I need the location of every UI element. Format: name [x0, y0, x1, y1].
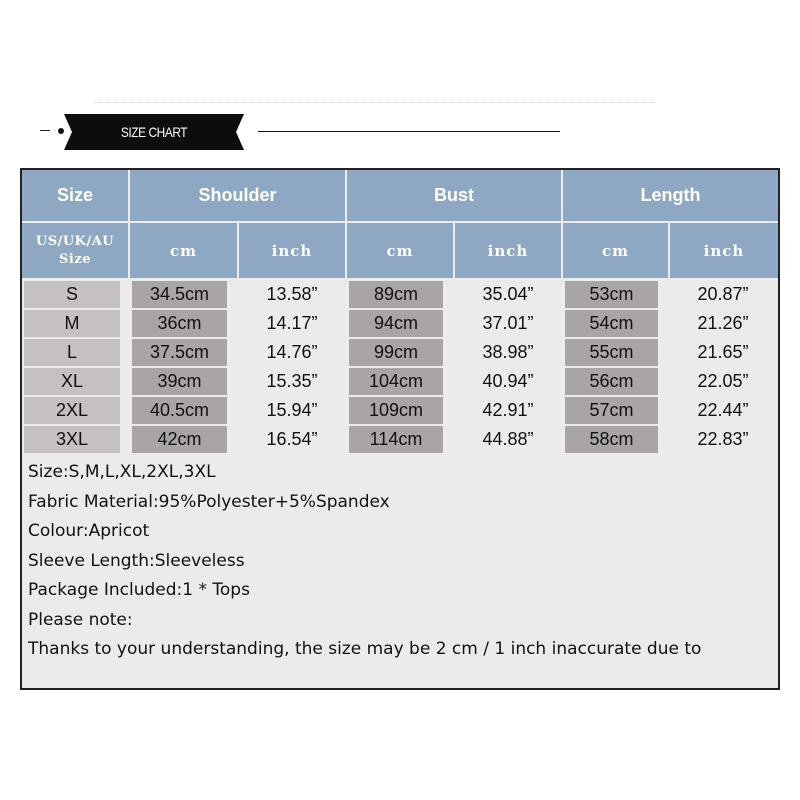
cell-length-inch: 22.05” — [697, 371, 749, 391]
cell-length-cm: 55cm — [565, 339, 658, 366]
header-shoulder: Shoulder — [130, 170, 345, 221]
cell-size: 3XL — [24, 426, 120, 453]
header-region-size — [22, 223, 128, 278]
cell-size: XL — [24, 368, 120, 395]
dotted-guide-line — [95, 102, 655, 103]
unit-header: cm — [563, 223, 668, 278]
cell-shoulder-cm: 36cm — [132, 310, 227, 337]
note-line: Colour:Apricot — [28, 521, 150, 541]
cell-shoulder-inch: 16.54” — [266, 429, 318, 449]
cell-bust-inch: 42.91” — [482, 400, 534, 420]
cell-size: M — [24, 310, 120, 337]
region-label: US/UK/AU — [35, 233, 115, 249]
header-length: Length — [563, 170, 778, 221]
cell-bust-cm: 114cm — [349, 426, 443, 453]
cell-length-cm: 53cm — [565, 281, 658, 308]
cell-shoulder-cm: 37.5cm — [132, 339, 227, 366]
unit-header: inch — [670, 223, 778, 278]
cell-length-cm: 56cm — [565, 368, 658, 395]
note-line: Fabric Material:95%Polyester+5%Spandex — [28, 491, 390, 512]
unit-header: cm — [130, 223, 237, 278]
note-line: Sleeve Length:Sleeveless — [28, 550, 245, 571]
cell-length-inch: 21.26” — [697, 313, 749, 333]
size-chart-panel — [20, 168, 780, 690]
banner-rule — [258, 131, 560, 132]
note-line: Package Included:1 * Tops — [28, 580, 250, 600]
cell-shoulder-inch: 14.76” — [266, 342, 318, 362]
cell-shoulder-inch: 15.94” — [266, 400, 318, 420]
cell-shoulder-cm: 39cm — [132, 368, 227, 395]
cell-size: 2XL — [24, 397, 120, 424]
cell-bust-inch: 44.88” — [482, 429, 534, 449]
cell-bust-inch: 38.98” — [482, 342, 534, 362]
unit-header: inch — [455, 223, 561, 278]
header-bust: Bust — [347, 170, 561, 221]
cell-shoulder-inch: 14.17” — [266, 313, 318, 333]
cell-shoulder-cm: 40.5cm — [132, 397, 227, 424]
note-line: Please note: — [28, 609, 133, 630]
cell-shoulder-cm: 42cm — [132, 426, 227, 453]
cell-size: L — [24, 339, 120, 366]
cell-length-cm: 58cm — [565, 426, 658, 453]
region-size-label: Size — [59, 251, 91, 267]
banner-title: SIZE CHART — [120, 124, 188, 140]
cell-shoulder-inch: 13.58” — [266, 284, 318, 304]
cell-length-inch: 21.65” — [697, 342, 749, 362]
cell-bust-cm: 99cm — [349, 339, 443, 366]
banner-dash — [40, 130, 50, 131]
cell-size: S — [24, 281, 120, 308]
cell-bust-inch: 37.01” — [482, 313, 534, 333]
note-line: Size:S,M,L,XL,2XL,3XL — [28, 462, 216, 482]
cell-bust-inch: 40.94” — [482, 371, 534, 391]
cell-length-inch: 20.87” — [697, 284, 749, 304]
cell-shoulder-inch: 15.35” — [266, 371, 318, 391]
cell-length-cm: 54cm — [565, 310, 658, 337]
cell-length-cm: 57cm — [565, 397, 658, 424]
product-notes — [28, 458, 768, 665]
header-size: Size — [22, 170, 128, 221]
cell-bust-cm: 94cm — [349, 310, 443, 337]
unit-header: inch — [239, 223, 345, 278]
note-line: Thanks to your understanding, the size may be 2 cm / 1 inch inaccurate due to — [28, 639, 702, 659]
unit-header: cm — [347, 223, 453, 278]
cell-bust-inch: 35.04” — [482, 284, 534, 304]
cell-bust-cm: 89cm — [349, 281, 443, 308]
cell-bust-cm: 109cm — [349, 397, 443, 424]
cell-shoulder-cm: 34.5cm — [132, 281, 227, 308]
cell-length-inch: 22.83” — [697, 429, 749, 449]
cell-length-inch: 22.44” — [697, 400, 749, 420]
cell-bust-cm: 104cm — [349, 368, 443, 395]
size-chart-banner — [64, 114, 244, 150]
